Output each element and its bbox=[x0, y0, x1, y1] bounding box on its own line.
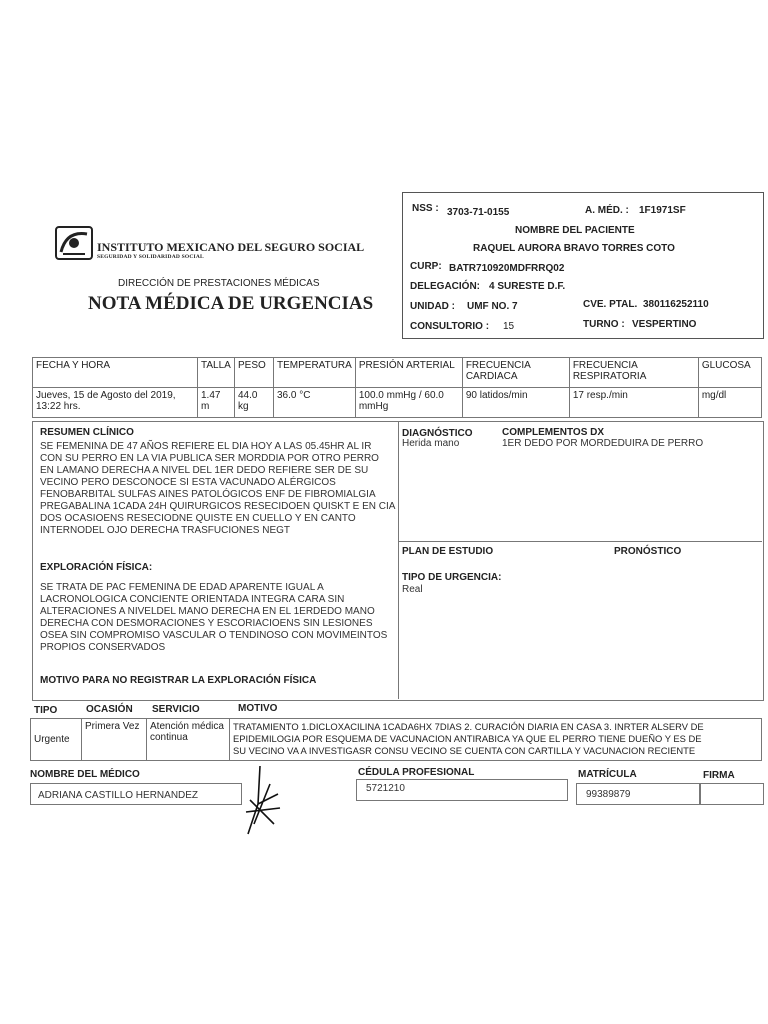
plan-divider bbox=[398, 541, 762, 542]
tipo-urgencia-value: Real bbox=[402, 584, 423, 595]
exploracion-label: EXPLORACIÓN FÍSICA: bbox=[40, 562, 153, 573]
vitals-value: mg/dl bbox=[698, 388, 761, 418]
turno-label: TURNO : bbox=[583, 319, 625, 330]
vitals-value: 90 latidos/min bbox=[462, 388, 569, 418]
motivo-line: SU VECINO VA A INVESTIGASR CONSU VECINO SE CUENTA CON CARTILLA Y VACUNACION RECIENTE bbox=[233, 745, 696, 756]
attention-row bbox=[31, 719, 762, 761]
delegacion-value: 4 SURESTE D.F. bbox=[489, 281, 566, 292]
amed-label: A. MÉD. : bbox=[585, 205, 629, 216]
unidad-value: UMF NO. 7 bbox=[467, 301, 518, 312]
unidad-label: UNIDAD : bbox=[410, 301, 455, 312]
patient-info-box bbox=[402, 192, 764, 339]
diagnostico-value: Herida mano bbox=[402, 438, 460, 449]
nss-value: 3703-71-0155 bbox=[447, 207, 510, 218]
vitals-header: FRECUENCIA CARDIACA bbox=[462, 358, 569, 388]
firma-cell bbox=[700, 783, 764, 805]
patient-name-label: NOMBRE DEL PACIENTE bbox=[515, 225, 635, 236]
tipo-label: TIPO bbox=[34, 705, 58, 716]
plan-estudio-label: PLAN DE ESTUDIO bbox=[402, 546, 494, 557]
vitals-header: GLUCOSA bbox=[698, 358, 761, 388]
vitals-header: TALLA bbox=[198, 358, 235, 388]
vitals-header: FECHA Y HORA bbox=[33, 358, 198, 388]
institution-name: INSTITUTO MEXICANO DEL SEGURO SOCIAL bbox=[97, 240, 365, 254]
vitals-header: TEMPERATURA bbox=[274, 358, 356, 388]
amed-value: 1F1971SF bbox=[639, 205, 686, 216]
motivo-value bbox=[230, 719, 762, 761]
doctor-name: ADRIANA CASTILLO HERNANDEZ bbox=[38, 790, 199, 801]
vitals-value: Jueves, 15 de Agosto del 2019, 13:22 hrs. bbox=[33, 388, 198, 418]
ocasion-label: OCASIÓN bbox=[86, 704, 133, 715]
vitals-header: PESO bbox=[235, 358, 274, 388]
motivo-no-registrar-label: MOTIVO PARA NO REGISTRAR LA EXPLORACIÓN FÍSICA bbox=[40, 675, 317, 686]
vitals-value: 1.47 m bbox=[198, 388, 235, 418]
vitals-header: PRESIÓN ARTERIAL bbox=[355, 358, 462, 388]
firma-label: FIRMA bbox=[703, 770, 735, 781]
doctor-name-label: NOMBRE DEL MÉDICO bbox=[30, 769, 140, 780]
cedula-value: 5721210 bbox=[366, 783, 405, 794]
signature-icon bbox=[240, 764, 284, 838]
vitals-header-row bbox=[33, 358, 762, 388]
patient-name: RAQUEL AURORA BRAVO TORRES COTO bbox=[473, 243, 675, 254]
institution-subtitle: SEGURIDAD Y SOLIDARIDAD SOCIAL bbox=[97, 254, 204, 260]
attention-table bbox=[30, 718, 762, 761]
imss-logo-icon bbox=[55, 226, 93, 260]
tipo-value: Urgente bbox=[31, 719, 82, 761]
vitals-value: 17 resp./min bbox=[569, 388, 698, 418]
curp-label: CURP: bbox=[410, 261, 442, 272]
complementos-label: COMPLEMENTOS DX bbox=[502, 427, 605, 438]
servicio-label: SERVICIO bbox=[152, 704, 200, 715]
curp-value: BATR710920MDFRRQ02 bbox=[449, 263, 565, 274]
clinical-divider bbox=[398, 421, 399, 699]
direction-title: DIRECCIÓN DE PRESTACIONES MÉDICAS bbox=[118, 278, 320, 289]
cve-value: 380116252110 bbox=[643, 299, 709, 310]
motivo-line: TRATAMIENTO 1.DICLOXACILINA 1CADA6HX 7DIAS 2. CURACIÓN DIARIA EN CASA 3. INRTER ALSERV DE bbox=[233, 721, 704, 732]
vitals-value: 36.0 °C bbox=[274, 388, 356, 418]
resumen-label: RESUMEN CLÍNICO bbox=[40, 427, 134, 438]
vitals-value-row bbox=[33, 388, 762, 418]
tipo-urgencia-label: TIPO DE URGENCIA: bbox=[402, 572, 502, 583]
exploracion-text: SE TRATA DE PAC FEMENINA DE EDAD APARENTE IGUAL A LACRONOLOGICA CONCIENTE ORIENTADA INTEGRA CARA SIN ALTERACIONES A NIVELDEL MANO DERECHA EN EL 1ERDEDO MANO DERECHA CON DESMORACIONES Y ESCORIACIOENS SIN LESIONES OSEA SIN COMPROMISO VASCULAR O TENDINOSO CON MOVIMEINTOS PROPIOS CONSERVADOS bbox=[40, 582, 388, 653]
consultorio-label: CONSULTORIO : bbox=[410, 321, 490, 332]
delegacion-label: DELEGACIÓN: bbox=[410, 281, 480, 292]
resumen-text: SE FEMENINA DE 47 AÑOS REFIERE EL DIA HOY A LAS 05.45HR AL IR CON SU PERRO EN LA VIA PUBLICA SER MORDDIA POR OTRO PERRO EN LAMANO DERECHA A NIVEL DEL 1ER DEDO REFIERE SER DE SU VECINO PERO DESCONOCE SI ESTA VACUNADO ALÉRGICOS FENOBARBITAL SULFAS AINES PATOLÓGICOS ENF DE FIBROMIALGIA PREGABALINA 1CADA 24H QUIRURGICOS RESECIDOEN QUISKT E EN CIA DOS OCASIOENS RESECIODNE QUISTE EN CUELLO Y EN CANTO INTERNODEL OJO DERECHA TRASFUCIONES NEGT bbox=[40, 441, 395, 536]
document-title: NOTA MÉDICA DE URGENCIAS bbox=[88, 293, 374, 314]
cedula-label: CÉDULA PROFESIONAL bbox=[358, 767, 475, 778]
pronostico-label: PRONÓSTICO bbox=[614, 546, 682, 557]
consultorio-value: 15 bbox=[503, 321, 515, 332]
vitals-table bbox=[32, 357, 762, 418]
vitals-value: 44.0 kg bbox=[235, 388, 274, 418]
matricula-value: 99389879 bbox=[586, 789, 631, 800]
motivo-line: EPIDEMILOGIA POR ESQUEMA DE VACUNACION ANTIRABICA YA QUE EL PERRO TIENE DUEÑO Y ES DE bbox=[233, 733, 702, 744]
complementos-value: 1ER DEDO POR MORDEDUIRA DE PERRO bbox=[502, 438, 704, 449]
motivo-label: MOTIVO bbox=[238, 703, 278, 714]
nss-label: NSS : bbox=[412, 203, 439, 214]
matricula-label: MATRÍCULA bbox=[578, 769, 637, 780]
ocasion-value: Primera Vez bbox=[82, 719, 147, 761]
turno-value: VESPERTINO bbox=[632, 319, 697, 330]
servicio-value: Atención médica continua bbox=[147, 719, 230, 761]
vitals-value: 100.0 mmHg / 60.0 mmHg bbox=[355, 388, 462, 418]
cve-label: CVE. PTAL. bbox=[583, 299, 638, 310]
diagnostico-label: DIAGNÓSTICO bbox=[402, 428, 473, 439]
vitals-header: FRECUENCIA RESPIRATORIA bbox=[569, 358, 698, 388]
